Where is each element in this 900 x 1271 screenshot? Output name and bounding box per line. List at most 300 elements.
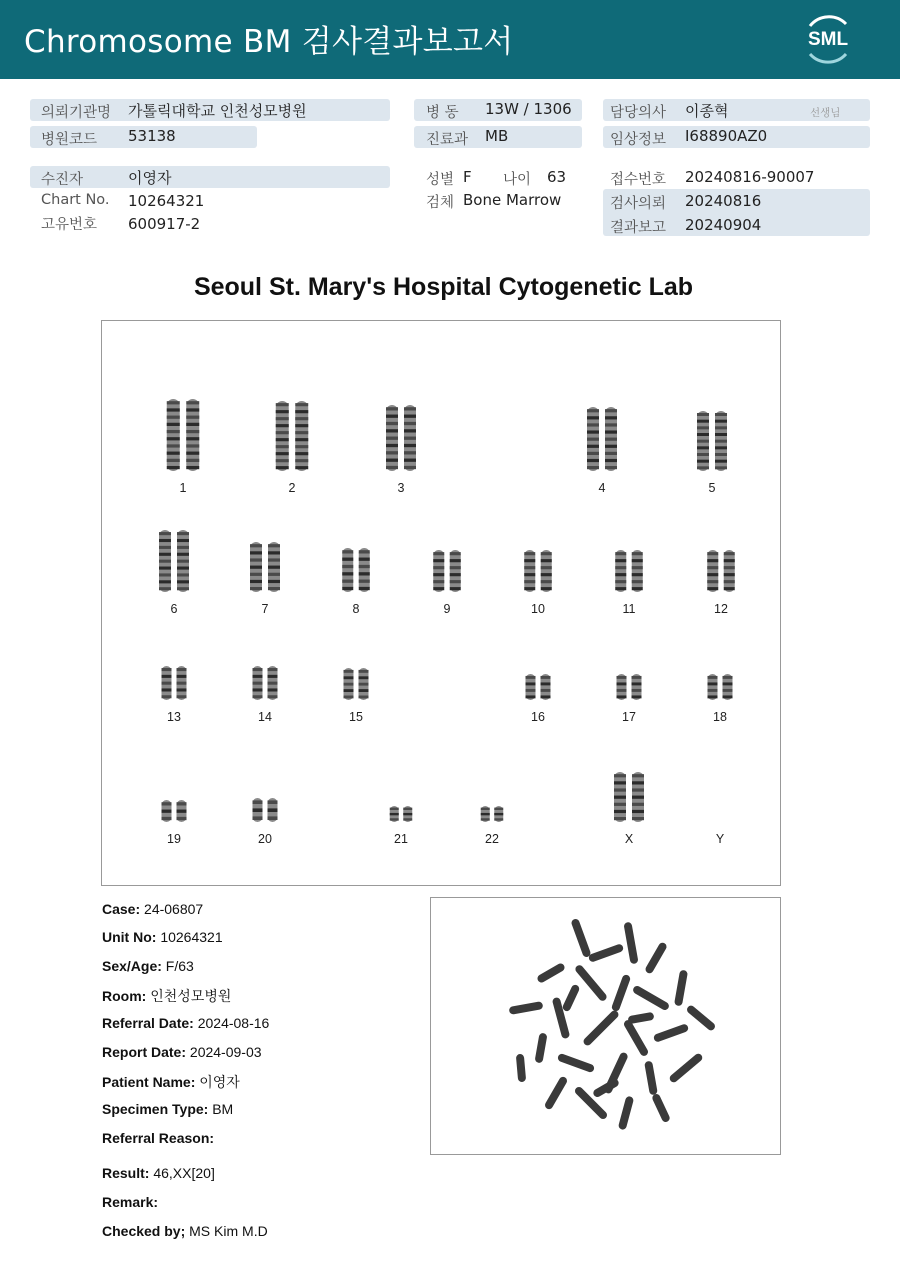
chromosome-12-a (707, 550, 718, 592)
chromosome-band (177, 810, 187, 813)
chromosome-band (632, 552, 643, 555)
chromosome-band (177, 817, 187, 820)
chromosome-band (167, 459, 180, 462)
chromosome-band (708, 689, 718, 692)
chromosome-band (605, 409, 617, 412)
chromosome-band (541, 587, 552, 590)
chromosome-band (617, 689, 627, 692)
metaphase-chromosome (685, 1004, 716, 1032)
chromosome-band (186, 466, 199, 469)
chromosome-band (186, 430, 199, 433)
chromosome-band (433, 587, 444, 590)
case-info-label: Referral Reason: (102, 1130, 215, 1146)
case-info-label: Referral Date: (102, 1015, 194, 1031)
chromosome-label-X: X (624, 832, 634, 846)
ward-label: 병 동 (426, 105, 459, 121)
chromosome-band (268, 695, 278, 698)
chromosome-band (276, 410, 289, 413)
chromosome-pair-17 (617, 674, 642, 700)
chromosome-band (344, 676, 354, 679)
case-info-label: Result: (102, 1165, 150, 1181)
case-info-label: Checked by; (102, 1223, 186, 1239)
chromosome-band (342, 587, 353, 590)
chromosome-band (723, 695, 733, 698)
chromosome-band (403, 818, 412, 820)
age-value: 63 (547, 168, 567, 186)
chromosome-band (276, 438, 289, 441)
request-label: 검사의뢰 (610, 196, 667, 212)
chromosome-band (632, 559, 643, 562)
chromosome-band (632, 774, 644, 777)
chromosome-band (433, 566, 444, 569)
chromosome-band (541, 695, 551, 698)
chromosome-band (177, 802, 187, 805)
chromosome-pair-5 (697, 411, 727, 471)
chromosome-band (250, 558, 262, 561)
chromosome-band (724, 587, 735, 590)
chromosome-band (342, 580, 353, 583)
chromosome-label-17: 17 (622, 710, 636, 724)
chromosome-band (159, 560, 171, 563)
chromosome-band (177, 573, 189, 576)
chromosome-band (724, 552, 735, 555)
chromosome-label-5: 5 (708, 481, 716, 495)
chromosome-band (390, 808, 399, 810)
chromosome-band (433, 559, 444, 562)
chromosome-band (162, 675, 172, 678)
chromosome-band (587, 423, 599, 426)
chromosome-label-9: 9 (443, 602, 451, 616)
chromosome-band (268, 808, 278, 812)
chromosome-band (295, 424, 308, 427)
chromosome-band (167, 430, 180, 433)
chromosome-label-3: 3 (397, 481, 405, 495)
chromosome-label-12: 12 (714, 602, 728, 616)
report-header (0, 0, 900, 79)
chromosome-band (250, 566, 262, 569)
case-info-row (102, 1194, 158, 1210)
chromosome-band (295, 452, 308, 455)
chromosome-band (632, 573, 643, 576)
metaphase-chromosome (674, 970, 688, 1007)
chromosome-band (186, 423, 199, 426)
chromosome-label-6: 6 (170, 602, 178, 616)
chromosome-label-7: 7 (261, 602, 269, 616)
chromosome-band (162, 810, 172, 813)
chromosome-band (386, 459, 398, 462)
metaphase-chromosome (536, 962, 566, 984)
chromosome-band (250, 551, 262, 554)
chromosome-band (614, 803, 626, 806)
case-info-value: 2024-09-03 (186, 1044, 262, 1060)
chromosome-band (268, 587, 280, 590)
dept-value: MB (485, 127, 509, 145)
chromosome-band (162, 817, 172, 820)
chromosome-band (268, 551, 280, 554)
chromosome-band (268, 816, 278, 820)
chromosome-band (404, 451, 416, 454)
metaphase-chromosome (632, 985, 671, 1012)
chromosome-band (167, 423, 180, 426)
chromosome-band (177, 587, 189, 590)
chromosome-band (541, 559, 552, 562)
chromosome-band (295, 438, 308, 441)
chromosome-band (177, 668, 187, 671)
chromosome-pair-4 (587, 407, 617, 471)
metaphase-chromosome (644, 941, 668, 974)
chromosome-band (186, 401, 199, 404)
karyogram-image (101, 320, 781, 886)
chromosome-10-b (541, 550, 552, 592)
chromosome-band (697, 466, 709, 469)
chromosome-band (587, 466, 599, 469)
chromosome-band (167, 401, 180, 404)
chromosome-band (276, 466, 289, 469)
chromosome-8-b (359, 548, 370, 592)
chromosome-band (707, 552, 718, 555)
name-value: 이영자 (128, 169, 172, 187)
chromosome-band (524, 552, 535, 555)
chromosome-band (707, 559, 718, 562)
chromosome-band (268, 668, 278, 671)
chromosome-band (162, 688, 172, 691)
chromosome-band (450, 580, 461, 583)
chromosome-pair-1 (167, 399, 200, 471)
chromosome-pair-8 (342, 548, 370, 592)
metaphase-chromosomes (431, 898, 780, 1154)
chromosome-band (715, 460, 727, 463)
chromosome-band (541, 682, 551, 685)
case-info-label: Patient Name: (102, 1074, 196, 1090)
chromosome-band (359, 683, 369, 686)
sex-label: 성별 (426, 172, 455, 188)
chromosome-band (614, 788, 626, 791)
chromosome-band (614, 796, 626, 799)
metaphase-chromosome (588, 943, 625, 963)
chromosome-pair-7 (250, 542, 280, 592)
chromosome-band (450, 559, 461, 562)
chromosome-band (177, 580, 189, 583)
chromosome-11-a (615, 550, 626, 592)
chromosome-band (167, 408, 180, 411)
chromosome-band (167, 437, 180, 440)
case-info-row (102, 986, 231, 1006)
chromosome-band (697, 426, 709, 429)
chromosome-band (615, 580, 626, 583)
chromosome-band (541, 566, 552, 569)
chromosome-band (481, 818, 490, 820)
chromosome-band (295, 410, 308, 413)
chromosome-band (450, 573, 461, 576)
case-info-row (102, 929, 223, 945)
metaphase-chromosome (628, 1012, 655, 1024)
chromosome-band (162, 668, 172, 671)
metaphase-chromosome (618, 1096, 635, 1131)
chromosome-label-14: 14 (258, 710, 272, 724)
chromosome-label-10: 10 (531, 602, 545, 616)
chromosome-pair-22 (481, 806, 504, 822)
chromosome-band (494, 808, 503, 810)
chromosome-band (587, 438, 599, 441)
chromosome-band (526, 689, 536, 692)
case-info-value: 이영자 (195, 1074, 240, 1090)
chromosome-band (724, 580, 735, 583)
chromosome-label-11: 11 (622, 602, 636, 616)
chromosome-pair-15 (344, 668, 369, 700)
chromosome-band (342, 550, 353, 553)
chromosome-band (724, 566, 735, 569)
chromosome-band (276, 445, 289, 448)
chromosome-band (708, 676, 718, 679)
chromosome-pair-21 (390, 806, 413, 822)
chromosome-pair-3 (386, 405, 416, 471)
metaphase-chromosome (651, 1093, 671, 1124)
chromosome-band (177, 695, 187, 698)
chromosome-band (386, 407, 398, 410)
case-info-row (102, 1165, 215, 1181)
chromosome-pair-6 (159, 530, 189, 592)
chart-value: 10264321 (128, 192, 205, 210)
metaphase-chromosome (544, 1075, 569, 1110)
chromosome-band (344, 683, 354, 686)
chromosome-band (167, 452, 180, 455)
case-info-value: 2024-08-16 (193, 1015, 270, 1031)
chromosome-band (386, 415, 398, 418)
report-label: 결과보고 (610, 220, 667, 236)
chromosome-band (615, 587, 626, 590)
chromosome-band (253, 682, 263, 685)
chromosome-band (386, 451, 398, 454)
chromosome-band (715, 446, 727, 449)
chart-label: Chart No. (41, 192, 110, 208)
chromosome-band (632, 796, 644, 799)
case-info-row (102, 1101, 233, 1117)
chromosome-band (614, 774, 626, 777)
chromosome-band (268, 675, 278, 678)
chromosome-band (541, 552, 552, 555)
case-info-row (102, 1044, 262, 1060)
chromosome-band (724, 559, 735, 562)
chromosome-band (186, 452, 199, 455)
metaphase-chromosome (623, 922, 638, 965)
chromosome-band (295, 466, 308, 469)
chromosome-band (450, 587, 461, 590)
chromosome-band (541, 676, 551, 679)
report-title: Chromosome BM 검사결과보고서 (24, 24, 514, 60)
specimen-label: 검체 (426, 195, 455, 211)
chromosome-band (159, 539, 171, 542)
chromosome-band (632, 682, 642, 685)
unique-label: 고유번호 (41, 217, 98, 233)
chromosome-band (386, 422, 398, 425)
metaphase-chromosome (623, 1019, 650, 1058)
chromosome-band (715, 440, 727, 443)
chromosome-band (614, 817, 626, 820)
chromosome-band (715, 433, 727, 436)
chromosome-band (697, 460, 709, 463)
chromosome-band (177, 682, 187, 685)
case-info-value: 46,XX[20] (149, 1165, 215, 1181)
chromosome-band (715, 413, 727, 416)
chromosome-band (697, 420, 709, 423)
case-info-row (102, 1072, 240, 1092)
metaphase-chromosome (561, 984, 580, 1013)
chromosome-band (605, 416, 617, 419)
chromosome-band (708, 682, 718, 685)
chromosome-band (707, 573, 718, 576)
chromosome-band (359, 550, 370, 553)
chromosome-band (614, 810, 626, 813)
chromosome-band (167, 416, 180, 419)
chromosome-band (715, 426, 727, 429)
chromosome-band (707, 566, 718, 569)
chromosome-band (268, 544, 280, 547)
case-info-row (102, 1223, 268, 1239)
case-info-label: Unit No: (102, 929, 157, 945)
metaphase-chromosome (516, 1054, 526, 1083)
chromosome-band (253, 668, 263, 671)
chromosome-pair-20 (253, 798, 278, 822)
chromosome-band (159, 580, 171, 583)
chromosome-pair-19 (162, 800, 187, 822)
case-info-value: 24-06807 (140, 901, 204, 917)
chromosome-band (605, 438, 617, 441)
chromosome-band (359, 676, 369, 679)
chromosome-band (386, 437, 398, 440)
chromosome-band (186, 459, 199, 462)
chromosome-band (167, 466, 180, 469)
chromosome-band (295, 445, 308, 448)
case-info-label: Room: (102, 988, 147, 1004)
chromosome-band (253, 688, 263, 691)
chromosome-band (433, 552, 444, 555)
chromosome-band (268, 580, 280, 583)
case-info-value: BM (208, 1101, 234, 1117)
chromosome-band (268, 566, 280, 569)
chromosome-band (268, 682, 278, 685)
chromosome-band (159, 567, 171, 570)
chromosome-band (587, 409, 599, 412)
chromosome-band (723, 689, 733, 692)
hospital-code-value: 53138 (128, 127, 176, 145)
metaphase-spread-image (430, 897, 781, 1155)
chromosome-12-b (724, 550, 735, 592)
chromosome-label-8: 8 (352, 602, 360, 616)
case-info-row (102, 958, 194, 974)
chromosome-band (481, 808, 490, 810)
chromosome-band (404, 466, 416, 469)
chromosome-band (359, 565, 370, 568)
chromosome-label-20: 20 (258, 832, 272, 846)
receipt-label: 접수번호 (610, 172, 667, 188)
chromosome-band (526, 695, 536, 698)
chromosome-band (715, 466, 727, 469)
chromosome-band (524, 587, 535, 590)
chromosome-band (359, 558, 370, 561)
chromosome-band (186, 437, 199, 440)
case-info-value: 10264321 (156, 929, 223, 945)
chromosome-band (177, 567, 189, 570)
chromosome-band (632, 566, 643, 569)
chromosome-band (605, 430, 617, 433)
chromosome-band (276, 452, 289, 455)
chromosome-band (344, 696, 354, 699)
chromosome-band (617, 676, 627, 679)
chromosome-band (632, 587, 643, 590)
chromosome-band (159, 587, 171, 590)
chromosome-band (177, 560, 189, 563)
logo-text: SML (807, 29, 849, 50)
case-info-label: Case: (102, 901, 141, 917)
sex-value: F (463, 168, 472, 186)
chromosome-band (614, 781, 626, 784)
chromosome-band (450, 566, 461, 569)
metaphase-chromosome (582, 1009, 620, 1047)
metaphase-chromosome (653, 1023, 690, 1043)
chromosome-band (186, 444, 199, 447)
chromosome-label-13: 13 (167, 710, 181, 724)
chromosome-band (494, 818, 503, 820)
chromosome-band (159, 532, 171, 535)
chromosome-band (587, 416, 599, 419)
chromosome-band (253, 800, 263, 804)
chromosome-band (697, 433, 709, 436)
chromosome-band (433, 580, 444, 583)
chromosome-band (276, 403, 289, 406)
metaphase-chromosome (644, 1061, 658, 1096)
doctor-label: 담당의사 (610, 105, 667, 121)
chromosome-band (344, 670, 354, 673)
chromosome-band (276, 459, 289, 462)
case-info-row (102, 1130, 214, 1146)
chromosome-band (707, 587, 718, 590)
chromosome-9-b (450, 550, 461, 592)
chromosome-band (359, 572, 370, 575)
chromosome-band (481, 813, 490, 815)
chromosome-pair-X (614, 772, 644, 822)
chromosome-pair-16 (526, 674, 551, 700)
doctor-suffix: 선생님 (810, 107, 841, 119)
chromosome-label-16: 16 (531, 710, 545, 724)
chromosome-band (253, 695, 263, 698)
chromosome-band (359, 689, 369, 692)
metaphase-chromosome (611, 974, 632, 1012)
chromosome-band (404, 429, 416, 432)
chromosome-band (715, 453, 727, 456)
chromosome-band (404, 422, 416, 425)
chromosome-band (253, 816, 263, 820)
chromosome-band (344, 689, 354, 692)
chromosome-band (617, 682, 627, 685)
metaphase-chromosome (592, 1078, 620, 1099)
chromosome-band (177, 532, 189, 535)
chromosome-band (250, 573, 262, 576)
chromosome-band (524, 573, 535, 576)
clinical-value: I68890AZ0 (685, 127, 768, 145)
chromosome-band (177, 553, 189, 556)
chromosome-band (295, 417, 308, 420)
chromosome-band (615, 559, 626, 562)
chromosome-band (404, 437, 416, 440)
chromosome-band (268, 688, 278, 691)
chromosome-band (541, 689, 551, 692)
chromosome-band (632, 580, 643, 583)
chromosome-band (159, 553, 171, 556)
chromosome-band (404, 444, 416, 447)
case-info-label: Sex/Age: (102, 958, 162, 974)
chromosome-band (359, 587, 370, 590)
request-value: 20240816 (685, 192, 762, 210)
